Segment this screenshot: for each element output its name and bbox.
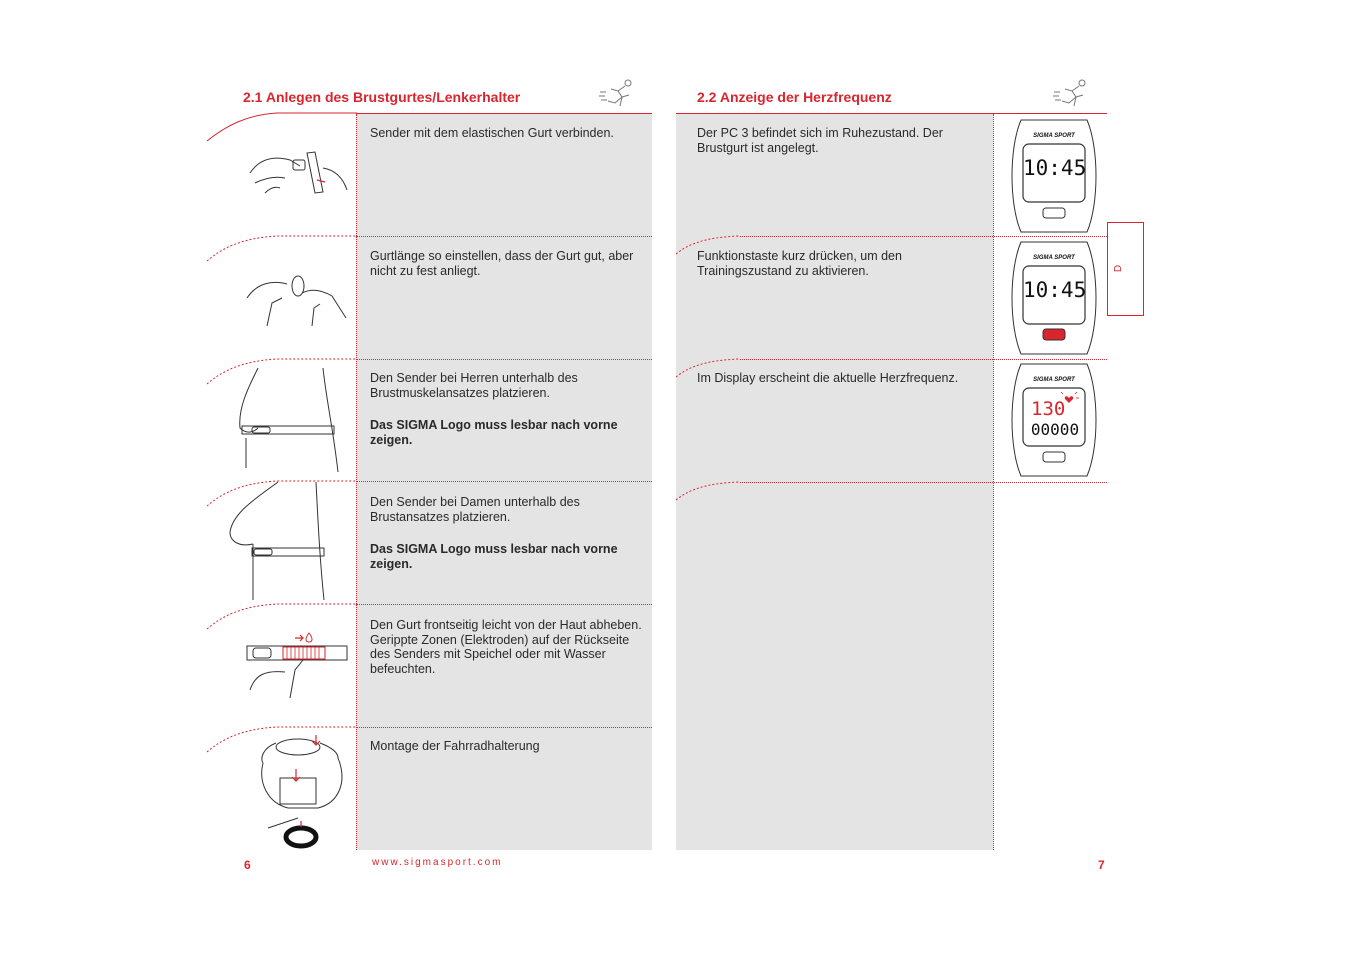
row-divider	[356, 604, 652, 605]
page-number-left: 6	[244, 858, 251, 872]
step-note: Das SIGMA Logo muss lesbar nach vorne zeigen.	[370, 542, 618, 571]
step-note: Das SIGMA Logo muss lesbar nach vorne zeigen.	[370, 418, 618, 447]
step-text: Funktionstaste kurz drücken, um den Trainingszustand zu aktivieren.	[697, 249, 902, 278]
right-section-title: 2.2 Anzeige der Herzfrequenz	[697, 89, 892, 105]
row-divider	[740, 236, 1107, 237]
watch-display-time: 10:45	[1023, 278, 1087, 302]
watch-display-time: 10:45	[1023, 156, 1087, 180]
watch-heart-rate: 130	[1031, 398, 1066, 420]
moisten-electrodes-illustration	[245, 630, 355, 698]
row-divider	[356, 236, 652, 237]
page-number-right: 7	[1098, 858, 1105, 872]
step-text: Gurtlänge so einstellen, dass der Gurt gut, aber nicht zu fest anliegt.	[370, 249, 634, 278]
step-text: Sender mit dem elastischen Gurt verbinden.	[370, 126, 614, 140]
watch-counter: 00000	[1030, 420, 1080, 439]
website-url: www.sigmasport.com	[372, 857, 503, 868]
watch-illustration	[1007, 240, 1101, 356]
step-text: Der PC 3 befindet sich im Ruhezustand. Der Brustgurt ist angelegt.	[697, 126, 943, 155]
watch-brand: SIGMA SPORT	[1033, 133, 1075, 139]
watch-illustration	[1007, 118, 1101, 234]
female-torso-illustration	[228, 482, 338, 600]
runner-icon	[598, 78, 636, 110]
row-divider	[356, 481, 652, 482]
watch-brand: SIGMA SPORT	[1033, 255, 1075, 261]
left-section-title: 2.1 Anlegen des Brustgurtes/Lenkerhalter	[243, 89, 521, 105]
row-divider	[356, 727, 652, 728]
row-divider	[740, 359, 1107, 360]
step-text: Den Sender bei Herren unterhalb des Brustmuskelansatzes platzieren. Das SIGMA Logo muss lesbar nach vorne zeigen.	[370, 371, 648, 447]
strap-attach-illustration	[245, 148, 350, 198]
strap-adjust-illustration	[242, 268, 352, 328]
step-text: Den Gurt frontseitig leicht von der Haut abheben. Gerippte Zonen (Elektroden) auf der Rückseite des Senders mit Speichel oder mit Wasser befeuchten.	[370, 618, 642, 676]
watch-illustration	[1007, 362, 1101, 478]
step-text: Den Sender bei Damen unterhalb des Brustansatzes platzieren. Das SIGMA Logo muss lesbar nach vorne zeigen.	[370, 495, 648, 571]
row-divider	[356, 359, 652, 360]
watch-brand: SIGMA SPORT	[1033, 377, 1075, 383]
language-tab: D	[1107, 222, 1144, 316]
row-divider	[740, 482, 1107, 483]
male-torso-illustration	[238, 368, 353, 472]
step-text: Im Display erscheint die aktuelle Herzfrequenz.	[697, 371, 959, 385]
step-text: Montage der Fahrradhalterung	[370, 739, 540, 753]
bike-mount-illustration	[258, 733, 353, 851]
runner-icon	[1052, 78, 1090, 110]
